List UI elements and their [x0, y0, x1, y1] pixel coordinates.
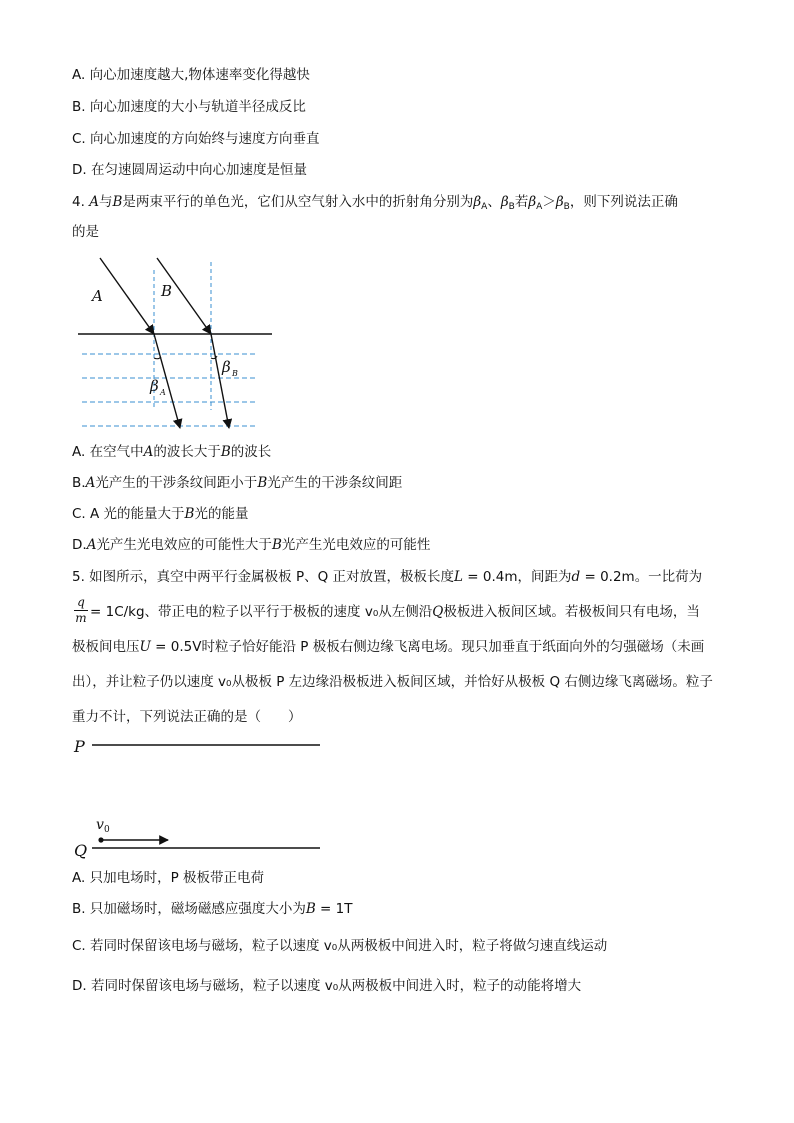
label-beta-b: β [222, 358, 231, 376]
ray-a-incident [100, 258, 154, 334]
q4-stem-line1: 4. A与B是两束平行的单色光，它们从空气射入水中的折射角分别为$\beta_A$、$\beta_B$若$\beta_A>\beta_B$，则下列说法正确 [72, 194, 678, 212]
q4-option-c: C. A 光的能量大于B光的能量 [72, 506, 249, 522]
q3-option-c: C. 向心加速度的方向始终与速度方向垂直 [72, 131, 320, 147]
q5-stem-line3: 极板间电压U = 0.5V时粒子恰好能沿 P 极板右侧边缘飞离电场。现只加垂直于纸面向外的匀强磁场（未画 [72, 639, 705, 655]
q4-stem-line2: 的是 [72, 224, 99, 240]
q5-option-b: B. 只加磁场时，磁场磁感应强度大小为B = 1T [72, 901, 353, 917]
q4-refraction-figure [70, 250, 280, 435]
q5-stem-line5: 重力不计，下列说法正确的是（ ） [72, 709, 302, 725]
plate-q-label: Q [74, 841, 88, 860]
q4-option-d: D.A光产生光电效应的可能性大于B光产生光电效应的可能性 [72, 537, 431, 553]
label-beta-a-sub: A [160, 388, 166, 397]
label-beta-a: β [150, 377, 159, 395]
q5-option-d: D. 若同时保留该电场与磁场，粒子以速度 v₀从两极板中间进入时，粒子的动能将增大 [72, 978, 582, 994]
q5-stem-line2: = 1C/kg、带正电的粒子以平行于极板的速度 v₀从左侧沿Q极板进入板间区域。若极板间只有电场，当 [90, 604, 700, 620]
q5-option-c: C. 若同时保留该电场与磁场，粒子以速度 v₀从两极板中间进入时，粒子将做匀速直线运动 [72, 938, 608, 954]
velocity-label-sub: 0 [104, 825, 110, 835]
particle [98, 837, 103, 842]
q4-option-b: B.A光产生的干涉条纹间距小于B光产生的干涉条纹间距 [72, 475, 403, 491]
charge-mass-fraction: q m [75, 595, 87, 625]
label-b: B [161, 282, 173, 300]
q3-option-d: D. 在匀速圆周运动中向心加速度是恒量 [72, 162, 307, 178]
q4-option-a: A. 在空气中A的波长大于B的波长 [72, 444, 272, 460]
angle-arc-a [154, 357, 161, 359]
plate-p-label: P [74, 737, 85, 756]
q5-stem-line4: 出），并让粒子仍以速度 v₀从极板 P 左边缘沿极板进入板间区域，并恰好从极板 Q 右侧边缘飞离磁场。粒子 [72, 674, 713, 690]
q5-plates-figure [70, 734, 330, 862]
q5-stem-line1: 5. 如图所示，真空中两平行金属极板 P、Q 正对放置，极板长度L = 0.4m，间距为d = 0.2m。一比荷为 [72, 569, 703, 585]
q5-option-a: A. 只加电场时，P 极板带正电荷 [72, 870, 265, 886]
ray-b-refracted [211, 334, 229, 428]
q3-option-a: A. 向心加速度越大,物体速率变化得越快 [72, 67, 310, 83]
label-a: A [92, 287, 103, 305]
label-beta-b-sub: B [232, 369, 238, 378]
q3-option-b: B. 向心加速度的大小与轨道半径成反比 [72, 99, 306, 115]
velocity-label: v [96, 817, 104, 833]
